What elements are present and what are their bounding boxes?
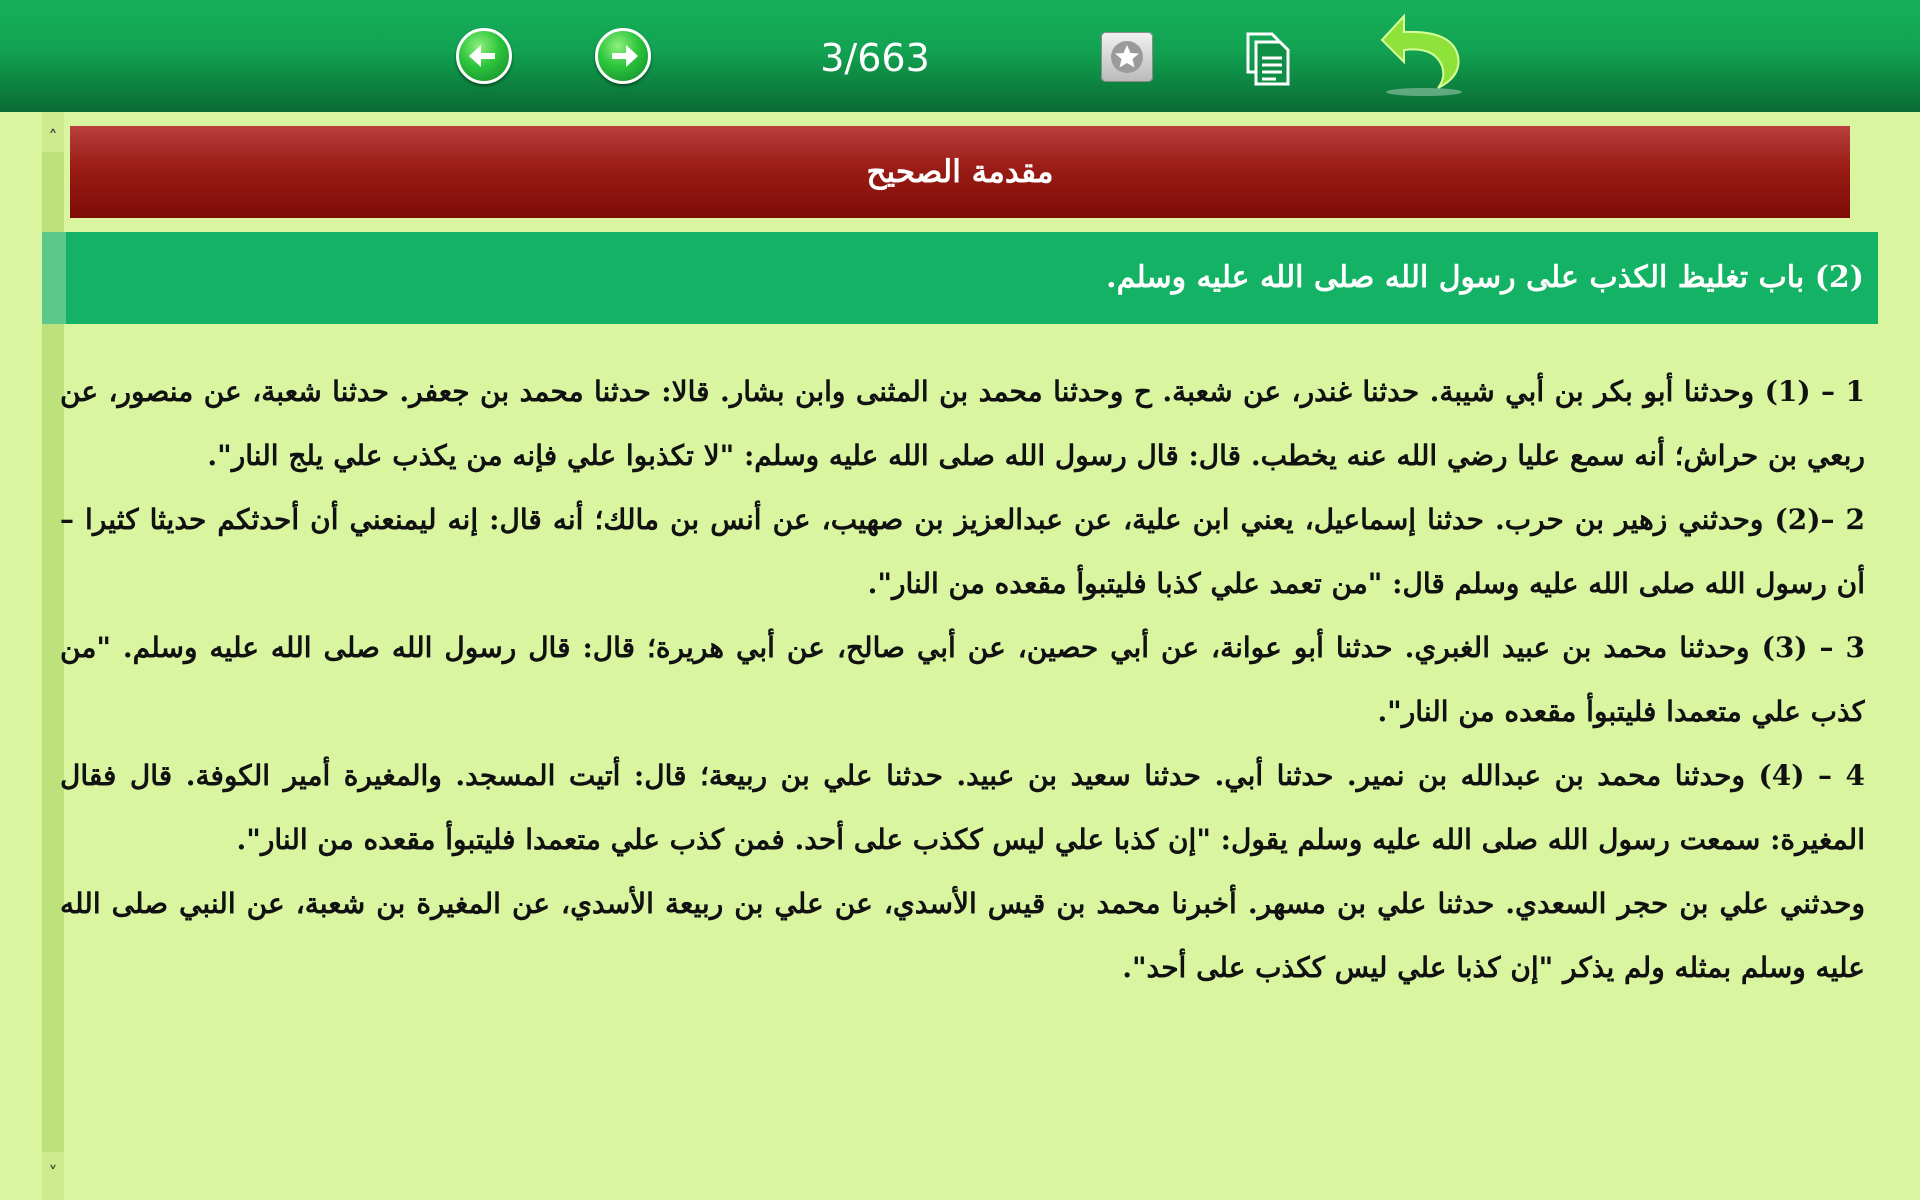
chevron-down-icon[interactable]: ˅ — [48, 1163, 58, 1184]
return-arrow-icon — [1376, 10, 1466, 100]
star-icon — [1101, 32, 1153, 82]
arrow-left-icon — [459, 31, 509, 81]
book-title-bar — [70, 126, 1850, 218]
document-icon — [1240, 28, 1296, 88]
hadith-paragraph: 3 – (3) وحدثنا محمد بن عبيد الغبري. حدثنا أبو عوانة، عن أبي حصين، عن أبي صالح، عن أبي هريرة؛ قال: قال رسول الله صلى الله عليه وسلم. "من كذب علي متعمدا فليتبوأ مقعده من النار". — [60, 631, 1865, 728]
hadith-paragraph: وحدثني علي بن حجر السعدي. حدثنا علي بن مسهر. أخبرنا محمد بن قيس الأسدي، عن علي بن ربيعة الأسدي، عن المغيرة بن شعبة، عن النبي صلى الله عليه وسلم بمثله ولم يذكر "إن كذبا علي ليس ككذب على أحد". — [60, 887, 1865, 984]
page-counter: 3/663 — [820, 36, 930, 80]
prev-page-button[interactable] — [456, 28, 512, 84]
chevron-up-icon[interactable]: ˄ — [48, 127, 58, 148]
chapter-bar — [42, 232, 1878, 324]
hadith-paragraph: 4 – (4) وحدثنا محمد بن عبدالله بن نمير. حدثنا أبي. حدثنا سعيد بن عبيد. حدثنا علي بن ربيعة؛ قال: أتيت المسجد. والمغيرة أمير الكوفة. قال فقال المغيرة: سمعت رسول الله صلى الله عليه وسلم يقول: "إن كذبا علي ليس ككذب على أحد. فمن كذب علي متعمدا فليتبوأ مقعده من النار". — [60, 759, 1865, 856]
copy-button[interactable] — [1240, 28, 1296, 88]
hadith-text — [60, 360, 1865, 1180]
hadith-paragraph: 2 –(2) وحدثني زهير بن حرب. حدثنا إسماعيل، يعني ابن علية، عن عبدالعزيز بن صهيب، عن أنس بن مالك؛ أنه قال: إنه ليمنعني أن أحدثكم حديثا كثيرا – أن رسول الله صلى الله عليه وسلم قال: "من تعمد علي كذبا فليتبوأ مقعده من النار". — [60, 503, 1865, 600]
next-page-button[interactable] — [595, 28, 651, 84]
chapter-title: (2) باب تغليظ الكذب على رسول الله صلى الله عليه وسلم. — [1106, 260, 1864, 295]
arrow-right-icon — [598, 31, 648, 81]
bookmark-button[interactable] — [1101, 32, 1153, 82]
chapter-bar-edge — [42, 232, 66, 324]
book-title: مقدمة الصحيح — [866, 154, 1054, 190]
hadith-paragraph: 1 – (1) وحدثنا أبو بكر بن أبي شيبة. حدثنا غندر، عن شعبة. ح وحدثنا محمد بن المثنى وابن بشار. قالا: حدثنا محمد بن جعفر. حدثنا شعبة، عن منصور، عن ربعي بن حراش؛ أنه سمع عليا رضي الله عنه يخطب. قال: قال رسول الله صلى الله عليه وسلم: "لا تكذبوا علي فإنه من يكذب علي يلج النار". — [60, 375, 1865, 472]
toolbar — [0, 0, 1920, 112]
back-button[interactable] — [1376, 10, 1466, 100]
